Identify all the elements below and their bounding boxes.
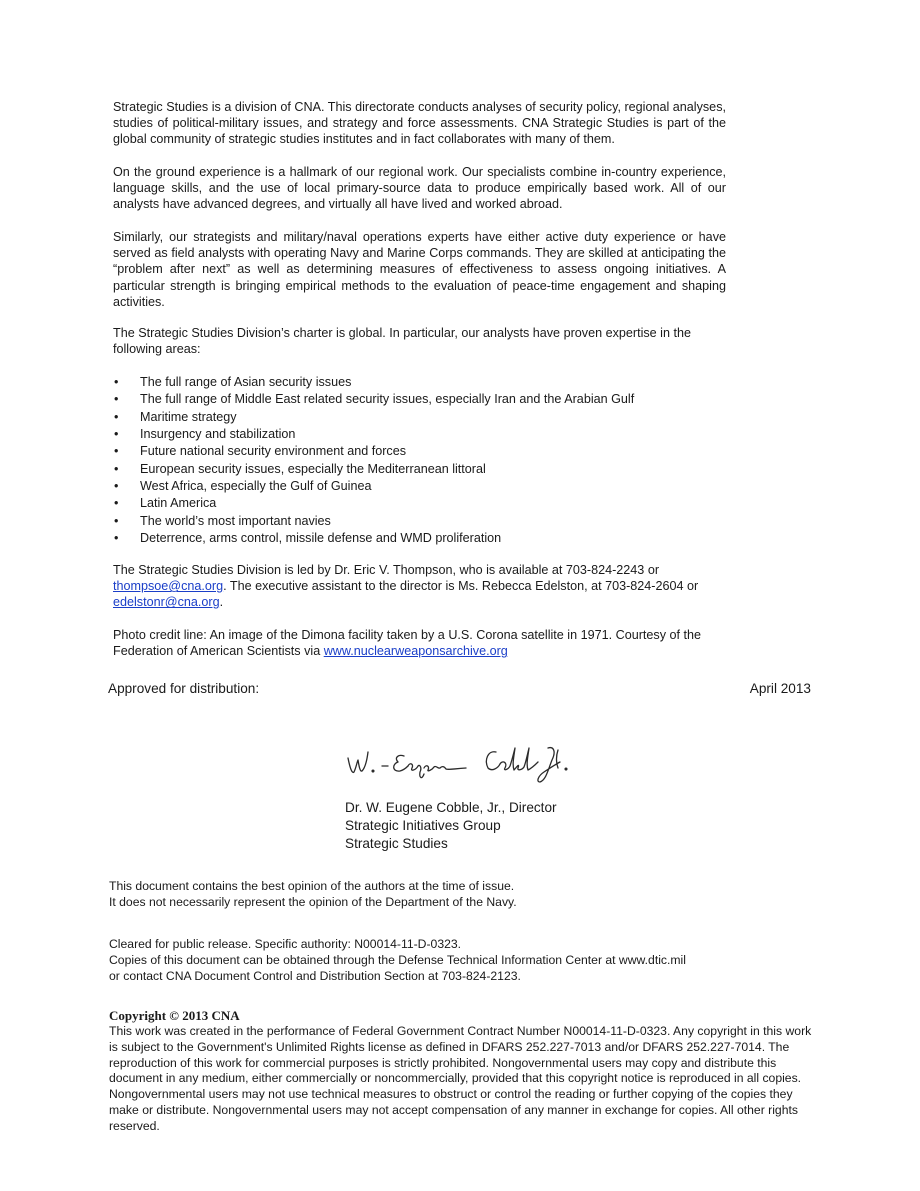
list-item: • The world’s most important navies [113, 513, 753, 530]
expertise-list [113, 374, 753, 547]
intro-paragraph-3: Similarly, our strategists and military/naval operations experts have either active duty experience or have served as field analysts with operating Navy and Marine Corps commands. They are skilled at anticipating the “problem after next” as well as determining measures of effectiveness to assess ongoing initiatives. A particular strength is bringing empirical methods to the evaluation of peace-time engagement and shaping activities. [113, 230, 726, 309]
list-item: • The full range of Asian security issues [113, 374, 753, 391]
intro-paragraph-1: Strategic Studies is a division of CNA. This directorate conducts analyses of security policy, regional analyses, studies of political-military issues, and strategy and force assessments. CNA Strategic Studies is part of the global community of strategic studies institutes and in fact collaborates with many of them. [113, 100, 726, 147]
list-item: • Insurgency and stabilization [113, 426, 753, 443]
list-item: • Deterrence, arms control, missile defense and WMD proliferation [113, 530, 753, 547]
disclaimer [109, 879, 819, 911]
contact-text-1: The Strategic Studies Division is led by Dr. Eric V. Thompson, who is available at 703-824-2243 or [113, 563, 660, 577]
list-item: • The full range of Middle East related security issues, especially Iran and the Arabian Gulf [113, 391, 753, 408]
intro-paragraph-2: On the ground experience is a hallmark of our regional work. Our specialists combine in-country experience, language skills, and the use of local primary-source data to produce empirically based work. All of our analysts have advanced degrees, and virtually all have lived and worked abroad. [113, 165, 726, 212]
list-item: • European security issues, especially the Mediterranean littoral [113, 461, 753, 478]
contact-text-2: . The executive assistant to the director is Ms. Rebecca Edelston, at 703-824-2604 or [223, 579, 699, 594]
copyright-body: This work was created in the performance of Federal Government Contract Number N00014-11-D-0323. Any copyright in this work is subject to the Government's Unlimited Rights license as defined in DFARS 252.227-7013 and/or DFARS 252.227-7014. The reproduction of this work for commercial purposes is strictly prohibited. Nongovernmental users may copy and distribute this document in any medium, either commercially or noncommercially, provided that this copyright notice is reproduced in all copies. Nongovernmental users may not use technical measures to obstruct or control the reading or further copying of the copies they make or distribute. Nongovernmental users may not accept compensation of any manner in exchange for copies. All other rights reserved. [109, 1024, 812, 1133]
release-notice [109, 937, 819, 984]
release-line-1: Cleared for public release. Specific authority: N00014-11-D-0323. [109, 937, 462, 951]
disclaimer-line-2: It does not necessarily represent the opinion of the Department of the Navy. [109, 894, 517, 909]
list-item: • Latin America [113, 495, 753, 512]
signatory-division: Strategic Studies [345, 836, 448, 851]
signatory-block [345, 799, 557, 853]
director-email-link[interactable]: thompsoe@cna.org [113, 579, 224, 594]
contact-text-3: . [219, 595, 224, 610]
list-item: • Future national security environment and forces [113, 443, 753, 460]
disclaimer-line-1: This document contains the best opinion of the authors at the time of issue. [109, 879, 515, 893]
photo-credit-text: Photo credit line: An image of the Dimona facility taken by a U.S. Corona satellite in 1971. Courtesy of the Federation of American Scientists via [113, 628, 702, 659]
signatory-group: Strategic Initiatives Group [345, 818, 501, 833]
approval-date: April 2013 [749, 681, 811, 696]
signatory-name: Dr. W. Eugene Cobble, Jr., Director [345, 800, 557, 815]
list-item: • Maritime strategy [113, 409, 753, 426]
contact-paragraph [113, 562, 733, 611]
release-line-2: Copies of this document can be obtained through the Defense Technical Information Center at www.dtic.mil [109, 952, 686, 967]
signature-text: W. Eugene Cobble Jr. [342, 738, 352, 739]
signature-image [342, 738, 592, 788]
release-line-3: or contact CNA Document Control and Distribution Section at 703-824-2123. [109, 968, 521, 983]
copyright-title: Copyright © 2013 CNA [109, 1008, 240, 1023]
archive-link[interactable]: www.nuclearweaponsarchive.org [323, 644, 508, 659]
list-item: • West Africa, especially the Gulf of Guinea [113, 478, 753, 495]
assistant-email-link[interactable]: edelstonr@cna.org [113, 595, 220, 610]
approval-label: Approved for distribution: [108, 681, 260, 696]
photo-credit [113, 627, 733, 659]
intro-paragraph-4: The Strategic Studies Division’s charter is global. In particular, our analysts have proven expertise in the following areas: [113, 326, 691, 357]
